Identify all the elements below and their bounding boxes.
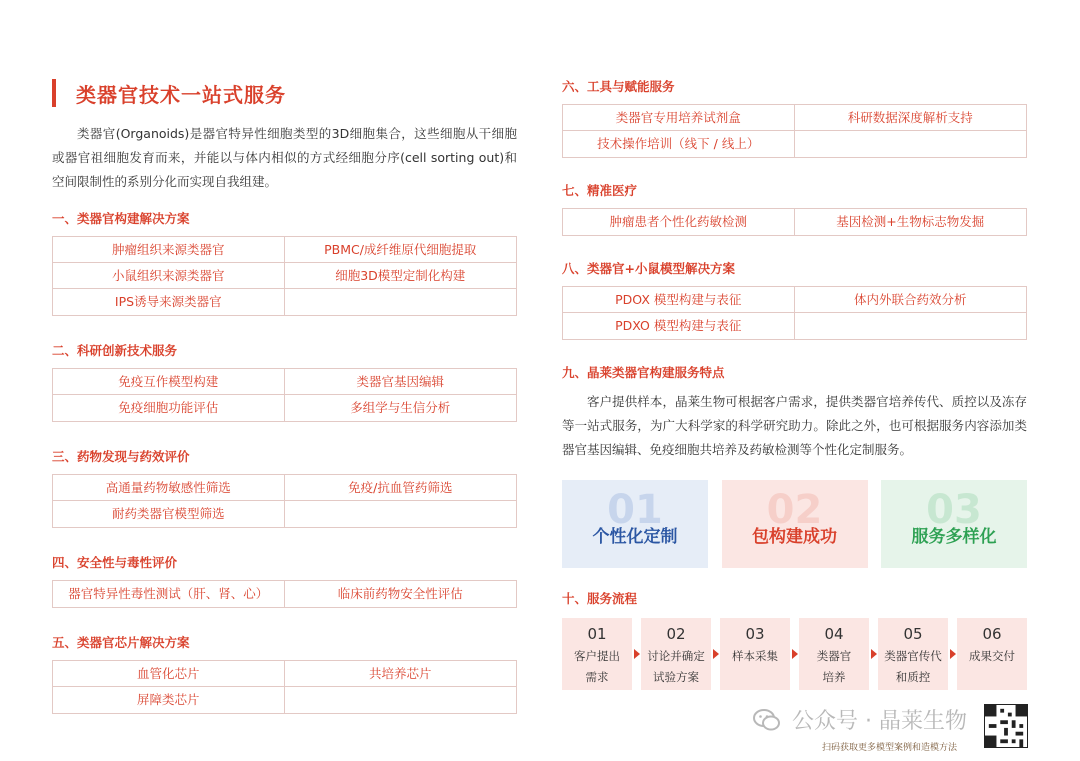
- feature-label: 个性化定制: [592, 526, 678, 547]
- step-number: 05: [903, 625, 923, 643]
- service-cell: 屏障类芯片: [53, 687, 285, 713]
- section-4: [52, 552, 517, 608]
- process-flow: [562, 618, 1027, 690]
- wechat-icon: [752, 708, 782, 732]
- arrow-right-icon: [632, 649, 641, 659]
- step-label-line1: 讨论并确定: [647, 649, 705, 663]
- feature-number: 02: [766, 487, 823, 533]
- process-step: [957, 618, 1027, 690]
- step-label-line1: 样本采集: [732, 649, 778, 663]
- service-cell: 临床前药物安全性评估: [337, 586, 463, 601]
- process-step: [641, 618, 711, 690]
- service-cell: [285, 687, 517, 713]
- feature-card: [722, 480, 868, 568]
- page-title: 类器官技术一站式服务: [76, 82, 286, 107]
- service-grid: [52, 236, 517, 316]
- service-cell: 肿瘤组织来源类器官: [53, 237, 285, 263]
- service-grid: [52, 474, 517, 528]
- service-cell: PDOX 模型构建与表征: [563, 287, 795, 313]
- step-number: 04: [824, 625, 844, 643]
- process-step: [562, 618, 632, 690]
- service-cell: 免疫细胞功能评估: [53, 395, 285, 421]
- section-heading: 八、类器官+小鼠模型解决方案: [562, 261, 735, 276]
- title-accent-bar: [52, 79, 56, 107]
- section-9: [562, 362, 1027, 568]
- step-number: 01: [587, 625, 607, 643]
- step-label-line1: 类器官传代: [884, 649, 942, 663]
- service-cell: 高通量药物敏感性筛选: [53, 475, 285, 501]
- section-1: [52, 208, 517, 316]
- service-grid: [562, 286, 1027, 340]
- step-label-line2: 和质控: [895, 670, 931, 684]
- process-step: [799, 618, 869, 690]
- arrow-right-icon: [869, 649, 878, 659]
- section-8: [562, 258, 1027, 340]
- feature-number: 03: [926, 487, 982, 533]
- section-heading: 一、类器官构建解决方案: [52, 211, 190, 226]
- service-cell: 免疫/抗血管药筛选: [285, 475, 517, 501]
- service-grid: [562, 104, 1027, 158]
- service-cell: PBMC/成纤维原代细胞提取: [285, 237, 517, 263]
- service-cell: 多组学与生信分析: [350, 400, 451, 415]
- step-label-line2: 需求: [585, 670, 609, 684]
- arrow-right-icon: [711, 649, 720, 659]
- service-cell: 血管化芯片: [53, 661, 285, 687]
- service-cell: 基因检测+生物标志物发掘: [836, 214, 985, 229]
- section-heading: 五、类器官芯片解决方案: [52, 635, 190, 650]
- service-cell: 体内外联合药效分析: [795, 287, 1027, 313]
- service-grid: [52, 368, 517, 422]
- step-label-line1: 成果交付: [969, 649, 1015, 663]
- service-cell: 小鼠组织来源类器官: [53, 263, 285, 289]
- watermark-text: 公众号 · 晶莱生物: [792, 709, 967, 734]
- process-step: [720, 618, 790, 690]
- step-label-line1: 客户提出: [574, 649, 620, 663]
- process-step: [878, 618, 948, 690]
- service-cell: 肿瘤患者个性化药敏检测: [563, 209, 795, 235]
- section-10: [562, 588, 1027, 690]
- feature-number: 01: [607, 487, 663, 533]
- service-cell: [795, 313, 1027, 339]
- service-cell: [285, 289, 517, 315]
- service-cell: 细胞3D模型定制化构建: [285, 263, 517, 289]
- service-cell: 共培养芯片: [285, 661, 517, 687]
- section-heading: 三、药物发现与药效评价: [52, 449, 190, 464]
- step-number: 03: [745, 625, 765, 643]
- section-heading: 十、服务流程: [562, 591, 638, 606]
- service-cell: 技术操作培训（线下 / 线上）: [563, 131, 795, 157]
- section-2: [52, 340, 517, 422]
- service-cell: 科研数据深度解析支持: [795, 105, 1027, 131]
- feature-card: [881, 480, 1027, 568]
- service-grid: [52, 660, 517, 714]
- step-number: 02: [666, 625, 686, 643]
- section-heading: 二、科研创新技术服务: [52, 343, 178, 358]
- service-cell: [795, 131, 1027, 157]
- step-label-line2: 试验方案: [653, 670, 699, 684]
- service-cell: PDXO 模型构建与表征: [563, 313, 795, 339]
- service-cell: 器官特异性毒性测试（肝、肾、心）: [53, 581, 285, 607]
- step-label-line1: 类器官: [816, 649, 852, 663]
- section-6: [562, 76, 1027, 158]
- section-heading: 四、安全性与毒性评价: [52, 555, 178, 570]
- features-paragraph: 客户提供样本，晶莱生物可根据客户需求，提供类器官培养传代、质控以及冻存等一站式服务，为广大科学家的科学研究助力。除此之外，也可根据服务内容添加类器官基因编辑、免疫细胞共培养及药敏检测等个性化定制服务。: [562, 394, 1027, 457]
- qr-code-icon[interactable]: [984, 704, 1028, 748]
- section-3: [52, 446, 517, 528]
- section-7: [562, 180, 1027, 236]
- arrow-right-icon: [790, 649, 799, 659]
- feature-label: 服务多样化: [911, 526, 997, 547]
- qr-note: 扫码获取更多模型案例和造模方法: [822, 743, 958, 753]
- right-column: [562, 76, 1027, 690]
- arrow-right-icon: [948, 649, 957, 659]
- service-cell: IPS诱导来源类器官: [53, 289, 285, 315]
- section-5: [52, 632, 517, 714]
- wechat-watermark: [752, 704, 967, 735]
- service-cell: 耐药类器官模型筛选: [53, 501, 285, 527]
- intro-paragraph: 类器官(Organoids)是器官特异性细胞类型的3D细胞集合，这些细胞从干细胞或器官祖细胞发育而来，并能以与体内相似的方式经细胞分序(cell sorting out)和空间限制性的系别分化而实现自我组建。: [52, 126, 517, 189]
- service-grid: [562, 208, 1027, 236]
- service-cell: [285, 501, 517, 527]
- service-grid: [52, 580, 517, 608]
- main-title: [52, 78, 517, 108]
- service-cell: 类器官基因编辑: [285, 369, 517, 395]
- section-heading: 九、晶莱类器官构建服务特点: [562, 365, 725, 380]
- step-number: 06: [982, 625, 1002, 643]
- feature-label: 包构建成功: [752, 526, 837, 547]
- service-cell: 类器官专用培养试剂盒: [563, 105, 795, 131]
- section-heading: 七、精准医疗: [562, 183, 638, 198]
- feature-card: [562, 480, 708, 568]
- feature-cards: [562, 480, 1027, 568]
- section-heading: 六、工具与赋能服务: [562, 79, 675, 94]
- service-cell: 免疫互作模型构建: [53, 369, 285, 395]
- left-column: [52, 78, 517, 738]
- step-label-line2: 培养: [822, 670, 846, 684]
